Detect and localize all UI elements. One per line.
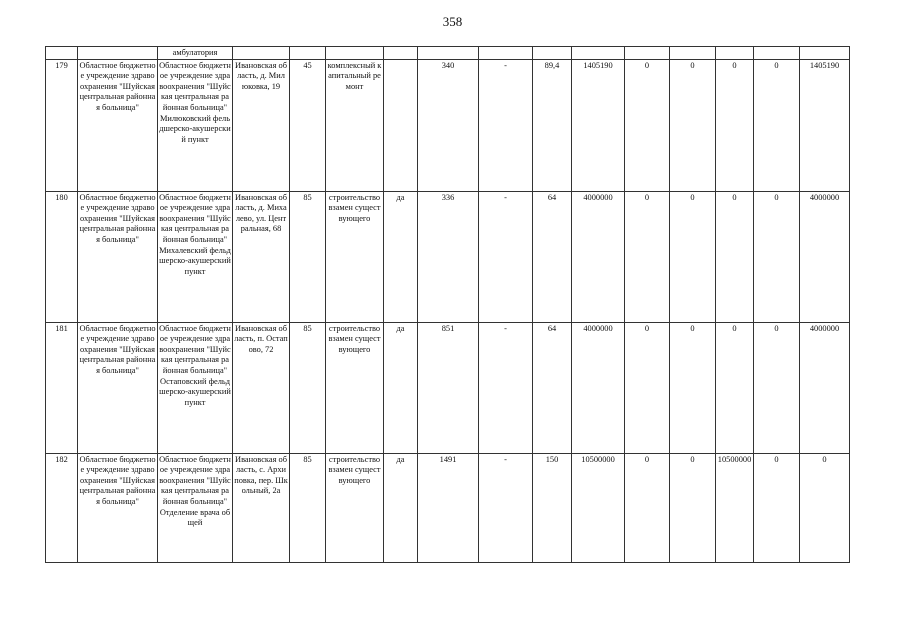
col-12-cell: 0: [670, 322, 716, 453]
row-number: 180: [46, 191, 78, 322]
institution-cell: Областное бюджетное учреждение здравоохранения "Шуйская центральная районная больница": [78, 322, 158, 453]
table-row: [46, 322, 850, 453]
col-4-cell: 45: [290, 59, 326, 191]
col-15-cell: 4000000: [800, 322, 850, 453]
row-number: 179: [46, 59, 78, 191]
table-row: [46, 191, 850, 322]
col-14-cell: 0: [754, 453, 800, 562]
table-row: [46, 59, 850, 191]
col-15-cell: 4000000: [800, 191, 850, 322]
col-4-cell: 85: [290, 453, 326, 562]
col-7-cell: 851: [418, 322, 479, 453]
col-12-cell: 0: [670, 453, 716, 562]
col-10-cell: 1405190: [572, 59, 625, 191]
page-number: 358: [442, 14, 463, 29]
col-15-cell: 1405190: [800, 59, 850, 191]
col-10-cell: 4000000: [572, 322, 625, 453]
col-12-cell: 0: [670, 191, 716, 322]
institution-cell: Областное бюджетное учреждение здравоохранения "Шуйская центральная районная больница": [78, 453, 158, 562]
col-13-cell: 0: [716, 322, 754, 453]
col-9-cell: 89,4: [533, 59, 572, 191]
address-cell: Ивановская область, д. Милюковка, 19: [233, 59, 290, 191]
col-7-cell: 1491: [418, 453, 479, 562]
col-13-cell: 0: [716, 191, 754, 322]
col-14-cell: 0: [754, 191, 800, 322]
continuation-facility: амбулатория: [158, 47, 233, 60]
col-8-cell: -: [479, 59, 533, 191]
institution-cell: Областное бюджетное учреждение здравоохранения "Шуйская центральная районная больница": [78, 191, 158, 322]
col-14-cell: 0: [754, 322, 800, 453]
col-10-cell: 10500000: [572, 453, 625, 562]
col-7-cell: 336: [418, 191, 479, 322]
facility-cell: Областное бюджетное учреждение здравоохранения "Шуйская центральная районная больница" Михалевский фельдшерско-акушерский пункт: [158, 191, 233, 322]
col-8-cell: -: [479, 453, 533, 562]
address-cell: Ивановская область, с. Архиповка, пер. Школьный, 2а: [233, 453, 290, 562]
address-cell: Ивановская область, д. Михалево, ул. Центральная, 68: [233, 191, 290, 322]
work-type-cell: комплексный капитальный ремонт: [326, 59, 384, 191]
col-11-cell: 0: [625, 59, 670, 191]
col-6-cell: да: [384, 453, 418, 562]
col-9-cell: 150: [533, 453, 572, 562]
work-type-cell: строительство взамен существующего: [326, 322, 384, 453]
row-number: 182: [46, 453, 78, 562]
data-table: [45, 46, 850, 563]
col-15-cell: 0: [800, 453, 850, 562]
col-10-cell: 4000000: [572, 191, 625, 322]
work-type-cell: строительство взамен существующего: [326, 191, 384, 322]
continuation-row: [46, 47, 850, 60]
col-8-cell: -: [479, 191, 533, 322]
facility-cell: Областное бюджетное учреждение здравоохранения "Шуйская центральная районная больница" Остаповский фельдшерско-акушерский пункт: [158, 322, 233, 453]
col-6-cell: [384, 59, 418, 191]
col-9-cell: 64: [533, 191, 572, 322]
facility-cell: Областное бюджетное учреждение здравоохранения "Шуйская центральная районная больница" Отделение врача общей: [158, 453, 233, 562]
col-8-cell: -: [479, 322, 533, 453]
col-13-cell: 10500000: [716, 453, 754, 562]
col-13-cell: 0: [716, 59, 754, 191]
col-4-cell: 85: [290, 322, 326, 453]
col-14-cell: 0: [754, 59, 800, 191]
work-type-cell: строительство взамен существующего: [326, 453, 384, 562]
col-12-cell: 0: [670, 59, 716, 191]
col-11-cell: 0: [625, 191, 670, 322]
col-9-cell: 64: [533, 322, 572, 453]
col-11-cell: 0: [625, 322, 670, 453]
institution-cell: Областное бюджетное учреждение здравоохранения "Шуйская центральная районная больница": [78, 59, 158, 191]
col-6-cell: да: [384, 322, 418, 453]
col-4-cell: 85: [290, 191, 326, 322]
table-row: [46, 453, 850, 562]
col-7-cell: 340: [418, 59, 479, 191]
address-cell: Ивановская область, п. Остапово, 72: [233, 322, 290, 453]
facility-cell: Областное бюджетное учреждение здравоохранения "Шуйская центральная районная больница" Милюковский фельдшерско-акушерский пункт: [158, 59, 233, 191]
col-11-cell: 0: [625, 453, 670, 562]
row-number: 181: [46, 322, 78, 453]
col-6-cell: да: [384, 191, 418, 322]
